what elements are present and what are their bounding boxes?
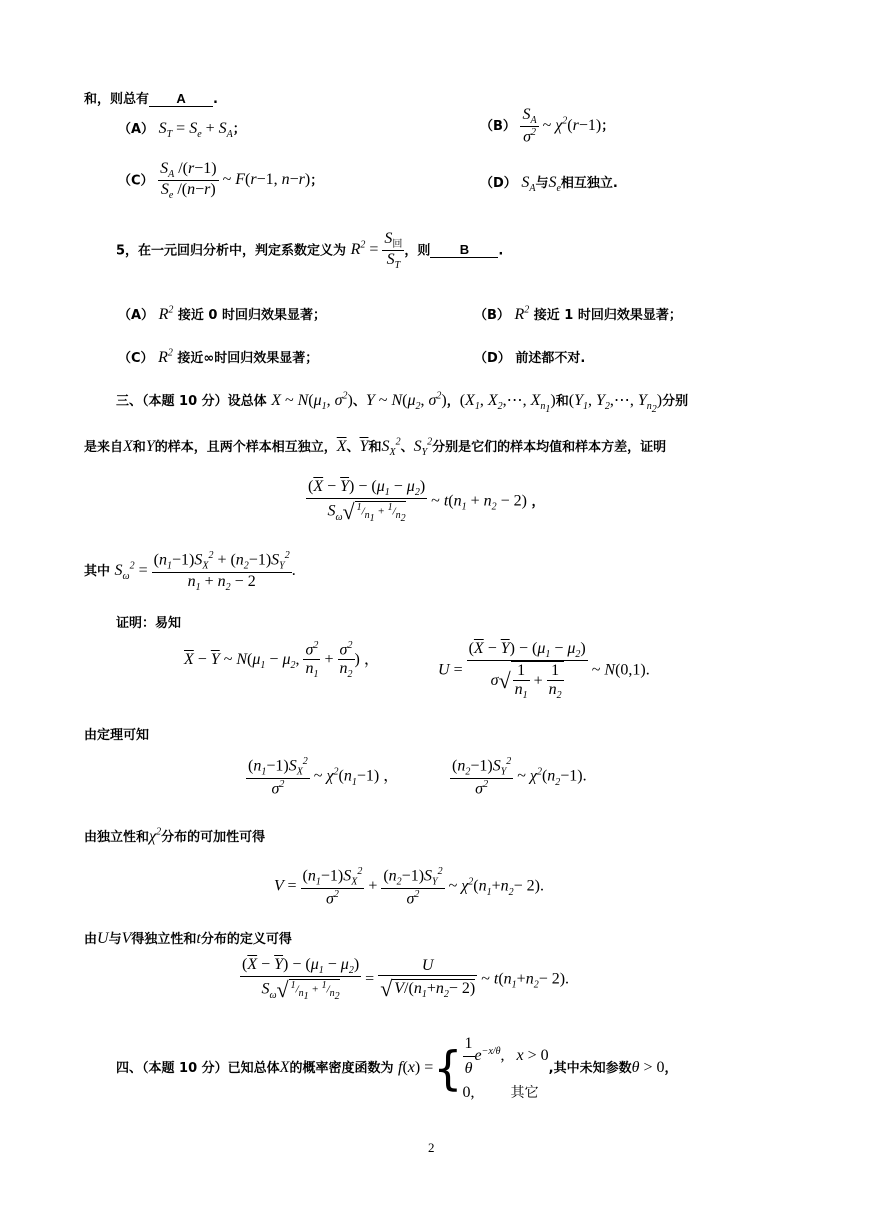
option-label: （B） [480,118,516,134]
option-label: （D） [480,176,517,191]
q5-option-c: （C） $R^2$ 接近∞时回归效果显著； [118,347,319,366]
option-tail: 相互独立. [560,176,618,191]
option-label: （D） [474,351,511,366]
text: 分布的可加性可得 [161,830,266,845]
q5-stem: 5，在一元回归分析中，判定系数定义为 $R^2$ = $\frac{S_回}{S_T}$ ，则 B . [116,230,504,272]
q3-proof-label: 证明：易知 [116,616,182,631]
q5-option-a: （A） $R^2$ 接近 0 时回归效果显著； [118,304,327,323]
text: 与 [108,932,122,947]
option-text: 接近 1 时回归效果显著； [533,308,682,323]
sub-hui: 回 [392,239,403,251]
text: 的样本，且两个样本相互独立， [154,440,337,455]
option-label: （A） [118,308,155,323]
q4-lead-text: 和，则总有 [84,92,150,107]
option-label: （C） [118,173,154,189]
respectively: 分别 [662,394,689,409]
q3-by-uv: 由U与V得独立性和t分布的定义可得 [84,930,292,947]
text: 是来自 [84,440,124,455]
q5-lead: 5，在一元回归分析中，判定系数定义为 [116,243,347,259]
other-text: 其它 [510,1085,539,1101]
q4-option-c: （C） $\frac{S_A /(r-1)}{S_e /(n-r)}$ ~ F(r−1, n−r)； [118,160,324,202]
text: 由 [84,932,98,947]
q3-by-indep: 由独立性和$\chi^2$分布的可加性可得 [84,826,266,845]
q3-chi-eq1: $\frac{(n_1-1)S_X^2}{\sigma^2}$ ~ $\chi^2(n_1-1)$ ， [248,756,400,797]
option-text: 接近∞时回归效果显著； [177,351,319,366]
q5-option-b: （B） $R^2$ 接近 1 时回归效果显著； [474,304,682,323]
q3-stem-line2: 是来自X和Y的样本，且两个样本相互独立，$\overline{X}$、$\overline{Y}$和$S_X^2$、$S_Y^2$分别是它们的样本均值和样本方差，证明 [84,436,667,459]
text: ,其中未知参数 [548,1061,632,1076]
q3-lead: 三、（本题 10 分）设总体 [116,394,267,409]
text: 和 [132,440,146,455]
sep: 、 [352,394,366,409]
option-text: 前述都不对. [515,351,586,366]
option-tail: ； [232,122,246,137]
q3-proof-eq1: $\overline{X} - \overline{Y}$ ~ $N(\mu_1 - \mu_2$, $\frac{\sigma^2}{n_1}$ + $\frac{\sigma^2}{n_2}$ ) ， [184,640,380,681]
option-tail: ； [310,173,324,189]
text: 、 [346,440,360,455]
q3-main-formula: $\frac{(\overline{X} - \overline{Y}) - (\mu_1 - \mu_2)}{S_\omega√ ^1/_{n_1} + ^1/_{n_2}}$ ~ $t(n_1 + n_2 - 2)$ ， [308,478,545,525]
q5-option-d [474,347,585,366]
q3-final-eq: $\frac{(\overline{X} - \overline{Y}) - (\mu_1 - \mu_2)}{S_\omega√ ^1/_{n_1} + ^1/_{n_2}}$ = $\frac{U}{√ V/(n_1+n_2- 2)}$ ~ $t(n_1+n_2- 2)$. [242,956,570,1003]
q3-v-eq: V = $\frac{(n_1-1)S_X^2}{\sigma^2}$ + $\frac{(n_2-1)S_Y^2}{\sigma^2}$ ~ $\chi^2(n_1+n_2- 2)$. [274,866,545,907]
q3-chi-eq2: $\frac{(n_2-1)S_Y^2}{\sigma^2}$ ~ $\chi^2(n_2-1)$. [452,756,587,797]
option-text: 与 [535,176,549,191]
text: 、 [400,440,414,455]
option-text: 接近 0 时回归效果显著； [177,308,327,323]
text: 的概率密度函数为 [289,1061,394,1076]
q3-by-theorem: 由定理可知 [84,728,150,743]
text: 由独立性和 [84,830,150,845]
text: 和 [368,440,382,455]
option-label: （A） [118,122,155,137]
q3-proof-eq2: U = $(\overline{X} - \overline{Y}) - (\mu_1 - \mu_2)$ σ√ $\frac{1}{n_1}$ + $\frac{1}{n_2}$ ~ N(0,1). [438,640,650,702]
text: 四、（本题 10 分）已知总体 [116,1061,280,1076]
q4-next-stem: 四、（本题 10 分）已知总体X的概率密度函数为 f(x) ={ $\frac{1}{\theta}$ $e^{-x/\theta}$, x > 0 0, 其它 ,其中未知参数θ > 0， [116,1032,678,1105]
q5-answer: B [430,242,498,258]
q4-answer: A [149,91,213,107]
text: 得独立性和 [131,932,197,947]
q4-lead-line [84,88,218,107]
page-number: 2 [428,1140,435,1155]
q4-end: . [213,92,218,107]
text: 分布的定义可得 [200,932,292,947]
option-label: （C） [118,351,154,366]
option-label: （B） [474,308,510,323]
text: 分别是它们的样本均值和样本方差，证明 [432,440,667,455]
q4-option-a: （A） $S_T = S_e + S_A$； [118,120,246,141]
q5-end: . [498,243,504,259]
sep: ， [446,394,460,409]
q3-stem-line1: 三、（本题 10 分）设总体 X ~ $N(\mu_1$, $\sigma^2$)、Y ~ $N(\mu_2$, $\sigma^2$)，($X_1$, $X_2,\cdots$, $X_{n_1}$)和($Y_1$, $Y_2,\cdots$, $Y_{n_2}$)分别 [116,390,689,416]
q4-option-b: （B） $\frac{S_A}{\sigma^2}$ ~ $\chi^2(r-1)$； [480,106,615,146]
option-tail: ； [601,118,615,134]
and: 和 [555,394,569,409]
where-text: 其中 [84,564,111,580]
q3-where-line: 其中 $S_\omega^2$ = $\frac{(n_1-1)S_X^2 + (n_2-1)S_Y^2}{n_1 + n_2 - 2}$ . [84,550,296,593]
q5-mid: ，则 [404,243,431,259]
q4-option-d: （D） $S_A$与$S_e$相互独立. [480,174,618,195]
